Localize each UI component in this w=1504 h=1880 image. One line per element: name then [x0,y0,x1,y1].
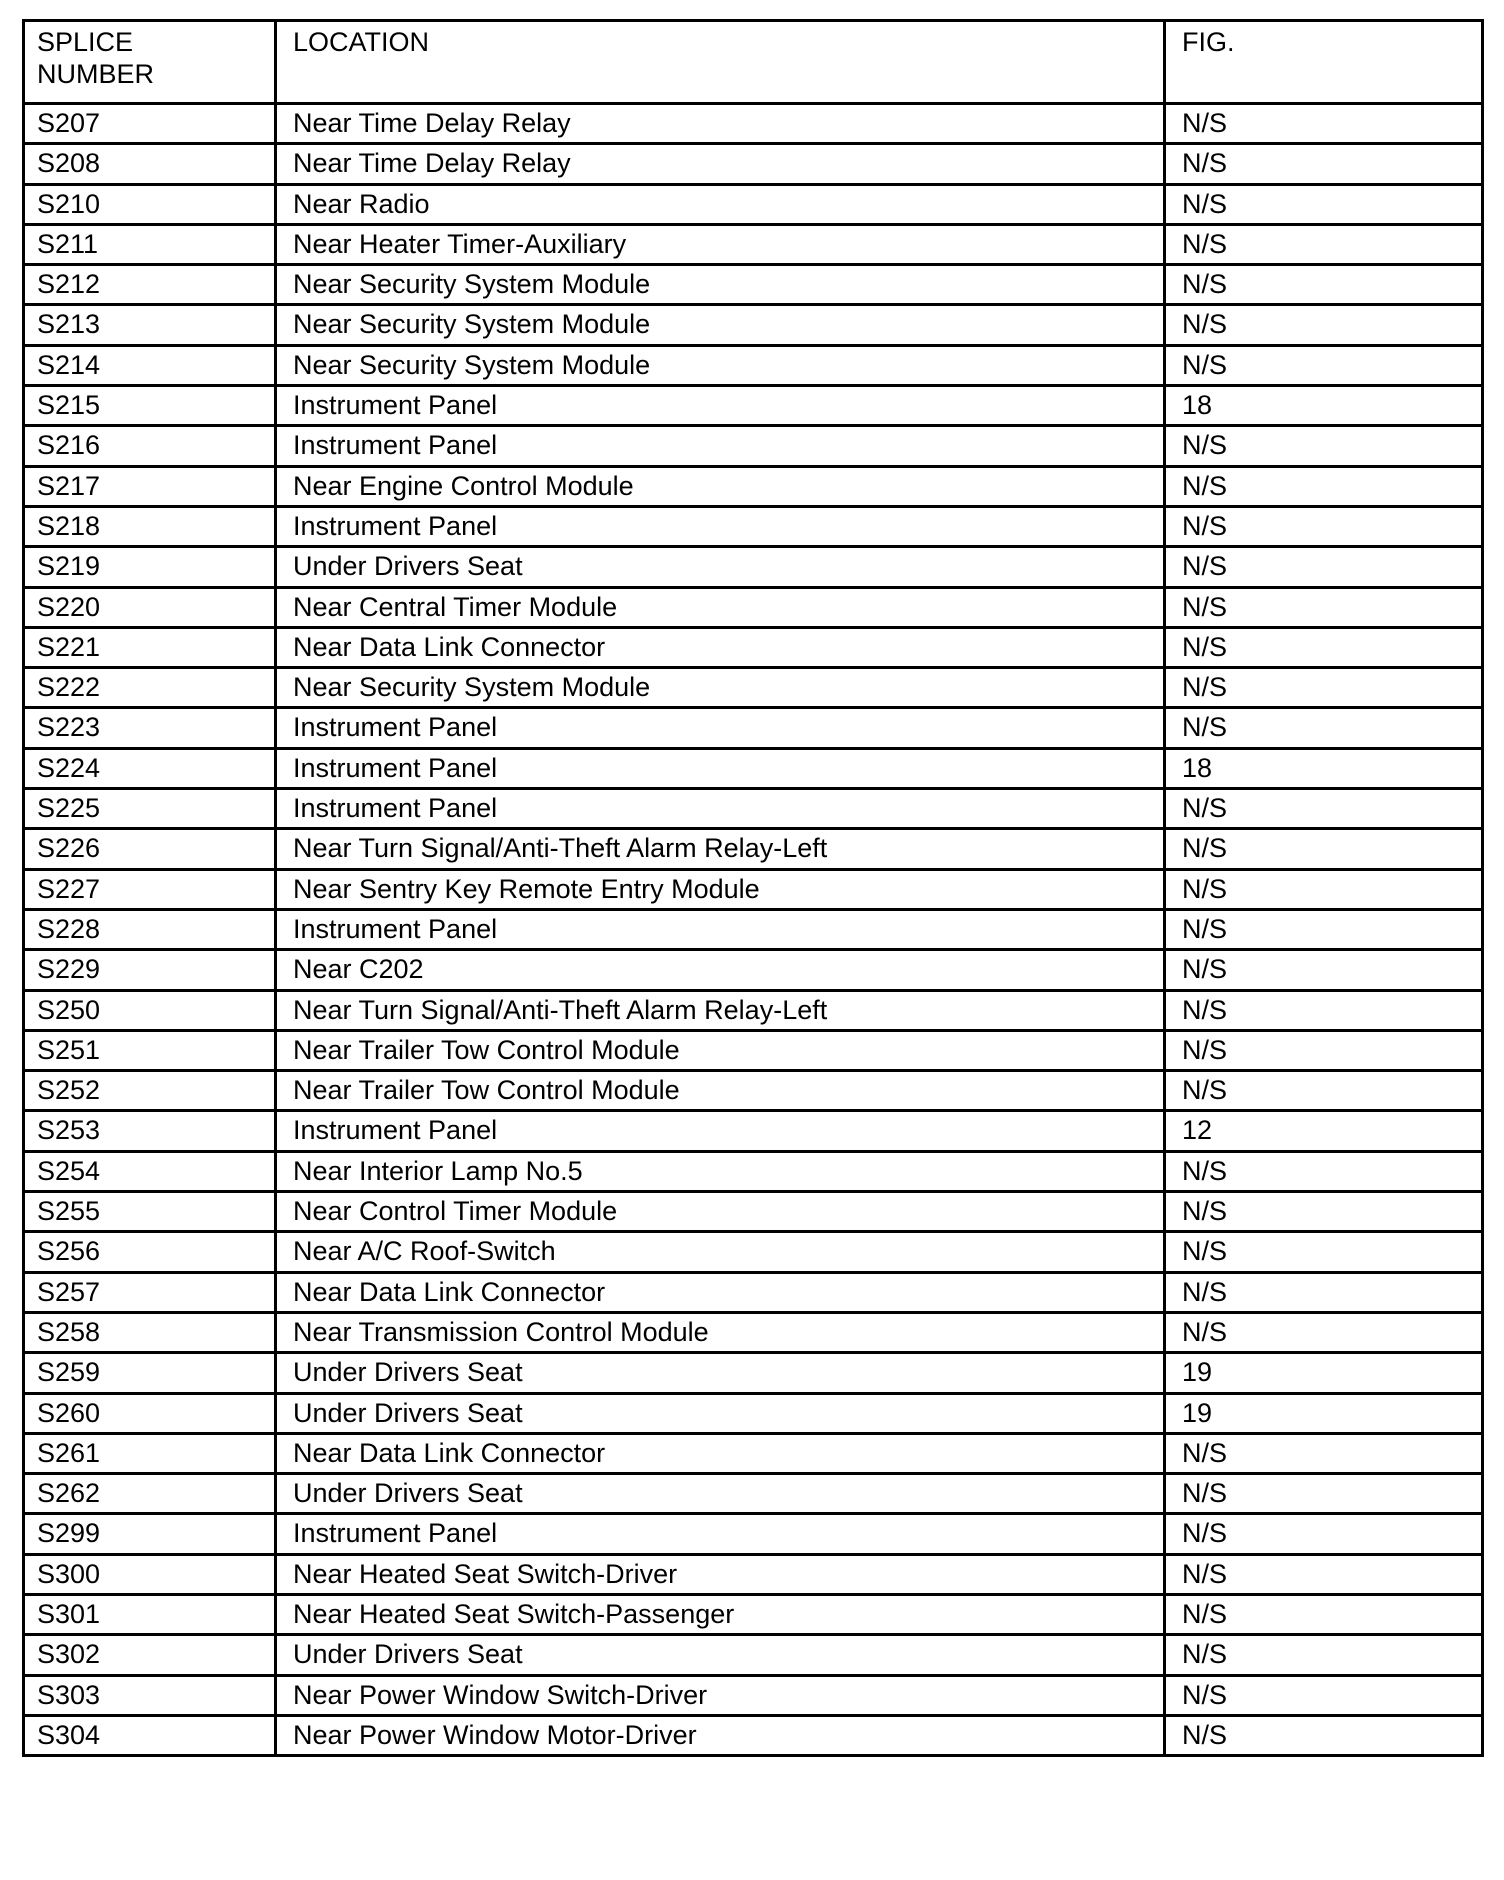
table-row [24,1675,1483,1715]
fig-cell: N/S [1165,1312,1483,1352]
location-cell: Near Data Link Connector [276,1272,1165,1312]
splice-number-cell: S260 [24,1393,276,1433]
header-splice-line2: NUMBER [37,59,155,89]
fig-cell: N/S [1165,144,1483,184]
splice-number-cell: S224 [24,748,276,788]
table-row [24,1071,1483,1111]
fig-cell: N/S [1165,1232,1483,1272]
splice-number-cell: S217 [24,466,276,506]
header-splice-number [24,21,276,104]
table-row [24,627,1483,667]
table-row [24,547,1483,587]
splice-number-cell: S258 [24,1312,276,1352]
location-cell: Near Security System Module [276,265,1165,305]
header-fig: FIG. [1165,21,1483,104]
splice-number-cell: S218 [24,506,276,546]
fig-cell: N/S [1165,950,1483,990]
splice-number-cell: S303 [24,1675,276,1715]
location-cell: Near Radio [276,184,1165,224]
table-row [24,104,1483,144]
location-cell: Under Drivers Seat [276,1353,1165,1393]
splice-number-cell: S229 [24,950,276,990]
fig-cell: N/S [1165,1474,1483,1514]
header-location: LOCATION [276,21,1165,104]
fig-cell: N/S [1165,1151,1483,1191]
table-row [24,829,1483,869]
fig-cell: N/S [1165,1192,1483,1232]
location-cell: Near Security System Module [276,305,1165,345]
location-cell: Near Transmission Control Module [276,1312,1165,1352]
table-row [24,1554,1483,1594]
table-row [24,466,1483,506]
location-cell: Under Drivers Seat [276,547,1165,587]
fig-cell: N/S [1165,104,1483,144]
location-cell: Near Turn Signal/Anti-Theft Alarm Relay-Left [276,990,1165,1030]
table-row [24,1111,1483,1151]
splice-number-cell: S211 [24,224,276,264]
location-cell: Instrument Panel [276,426,1165,466]
location-cell: Instrument Panel [276,1514,1165,1554]
splice-number-cell: S300 [24,1554,276,1594]
splice-number-cell: S252 [24,1071,276,1111]
fig-cell: N/S [1165,1635,1483,1675]
splice-number-cell: S301 [24,1594,276,1634]
fig-cell: N/S [1165,789,1483,829]
table-row [24,748,1483,788]
table-row [24,1594,1483,1634]
table-row [24,1192,1483,1232]
location-cell: Near Trailer Tow Control Module [276,1030,1165,1070]
location-cell: Instrument Panel [276,748,1165,788]
table-row [24,869,1483,909]
table-row [24,1514,1483,1554]
splice-number-cell: S259 [24,1353,276,1393]
table-row [24,1433,1483,1473]
location-cell: Near Control Timer Module [276,1192,1165,1232]
table-row [24,1272,1483,1312]
table-row [24,909,1483,949]
location-cell: Instrument Panel [276,909,1165,949]
splice-number-cell: S253 [24,1111,276,1151]
location-cell: Near Security System Module [276,668,1165,708]
fig-cell: N/S [1165,426,1483,466]
location-cell: Near Security System Module [276,345,1165,385]
splice-number-cell: S219 [24,547,276,587]
splice-number-cell: S256 [24,1232,276,1272]
splice-number-cell: S257 [24,1272,276,1312]
table-row [24,426,1483,466]
location-cell: Near Heated Seat Switch-Passenger [276,1594,1165,1634]
location-cell: Near Interior Lamp No.5 [276,1151,1165,1191]
splice-number-cell: S299 [24,1514,276,1554]
location-cell: Near Data Link Connector [276,1433,1165,1473]
fig-cell: N/S [1165,869,1483,909]
fig-cell: N/S [1165,184,1483,224]
table-row [24,1393,1483,1433]
fig-cell: N/S [1165,1433,1483,1473]
table-row [24,184,1483,224]
fig-cell: N/S [1165,1715,1483,1755]
location-cell: Near Trailer Tow Control Module [276,1071,1165,1111]
fig-cell: N/S [1165,909,1483,949]
table-row [24,224,1483,264]
location-cell: Near Heated Seat Switch-Driver [276,1554,1165,1594]
splice-number-cell: S302 [24,1635,276,1675]
fig-cell: N/S [1165,265,1483,305]
splice-number-cell: S222 [24,668,276,708]
table-row [24,587,1483,627]
table-row [24,144,1483,184]
fig-cell: 19 [1165,1393,1483,1433]
document-page [22,19,1481,1757]
fig-cell: N/S [1165,1554,1483,1594]
fig-cell: N/S [1165,466,1483,506]
table-row [24,1635,1483,1675]
splice-number-cell: S255 [24,1192,276,1232]
location-cell: Near Sentry Key Remote Entry Module [276,869,1165,909]
splice-number-cell: S251 [24,1030,276,1070]
table-row [24,386,1483,426]
splice-number-cell: S212 [24,265,276,305]
location-cell: Instrument Panel [276,386,1165,426]
splice-number-cell: S213 [24,305,276,345]
splice-number-cell: S216 [24,426,276,466]
location-cell: Under Drivers Seat [276,1393,1165,1433]
splice-number-cell: S215 [24,386,276,426]
table-row [24,1030,1483,1070]
table-row [24,708,1483,748]
location-cell: Under Drivers Seat [276,1474,1165,1514]
fig-cell: N/S [1165,1071,1483,1111]
fig-cell: N/S [1165,305,1483,345]
fig-cell: N/S [1165,506,1483,546]
fig-cell: N/S [1165,224,1483,264]
fig-cell: N/S [1165,668,1483,708]
table-row [24,1353,1483,1393]
location-cell: Near Central Timer Module [276,587,1165,627]
fig-cell: N/S [1165,1675,1483,1715]
location-cell: Under Drivers Seat [276,1635,1165,1675]
splice-number-cell: S254 [24,1151,276,1191]
fig-cell: 19 [1165,1353,1483,1393]
table-row [24,789,1483,829]
splice-number-cell: S223 [24,708,276,748]
location-cell: Near Heater Timer-Auxiliary [276,224,1165,264]
location-cell: Near Time Delay Relay [276,144,1165,184]
fig-cell: 18 [1165,386,1483,426]
table-row [24,668,1483,708]
fig-cell: N/S [1165,587,1483,627]
fig-cell: N/S [1165,990,1483,1030]
table-header-row [24,21,1483,104]
fig-cell: N/S [1165,1594,1483,1634]
splice-number-cell: S228 [24,909,276,949]
fig-cell: N/S [1165,627,1483,667]
location-cell: Near Engine Control Module [276,466,1165,506]
location-cell: Instrument Panel [276,1111,1165,1151]
splice-number-cell: S210 [24,184,276,224]
splice-number-cell: S214 [24,345,276,385]
fig-cell: 18 [1165,748,1483,788]
table-row [24,990,1483,1030]
location-cell: Near Data Link Connector [276,627,1165,667]
location-cell: Instrument Panel [276,708,1165,748]
fig-cell: 12 [1165,1111,1483,1151]
splice-number-cell: S262 [24,1474,276,1514]
table-row [24,1232,1483,1272]
location-cell: Instrument Panel [276,789,1165,829]
table-row [24,950,1483,990]
fig-cell: N/S [1165,829,1483,869]
splice-location-table [22,19,1484,1757]
fig-cell: N/S [1165,1272,1483,1312]
splice-number-cell: S221 [24,627,276,667]
location-cell: Near Power Window Motor-Driver [276,1715,1165,1755]
table-row [24,345,1483,385]
table-row [24,1151,1483,1191]
location-cell: Near C202 [276,950,1165,990]
location-cell: Near Turn Signal/Anti-Theft Alarm Relay-Left [276,829,1165,869]
table-row [24,1312,1483,1352]
table-row [24,1474,1483,1514]
splice-number-cell: S220 [24,587,276,627]
fig-cell: N/S [1165,547,1483,587]
header-splice-line1: SPLICE [37,27,134,57]
fig-cell: N/S [1165,708,1483,748]
splice-number-cell: S227 [24,869,276,909]
table-row [24,305,1483,345]
table-row [24,265,1483,305]
splice-number-cell: S304 [24,1715,276,1755]
table-row [24,1715,1483,1755]
splice-number-cell: S226 [24,829,276,869]
splice-number-cell: S207 [24,104,276,144]
splice-number-cell: S250 [24,990,276,1030]
table-row [24,506,1483,546]
fig-cell: N/S [1165,1030,1483,1070]
fig-cell: N/S [1165,345,1483,385]
splice-number-cell: S261 [24,1433,276,1473]
splice-number-cell: S225 [24,789,276,829]
location-cell: Near A/C Roof-Switch [276,1232,1165,1272]
location-cell: Instrument Panel [276,506,1165,546]
location-cell: Near Time Delay Relay [276,104,1165,144]
location-cell: Near Power Window Switch-Driver [276,1675,1165,1715]
fig-cell: N/S [1165,1514,1483,1554]
splice-number-cell: S208 [24,144,276,184]
